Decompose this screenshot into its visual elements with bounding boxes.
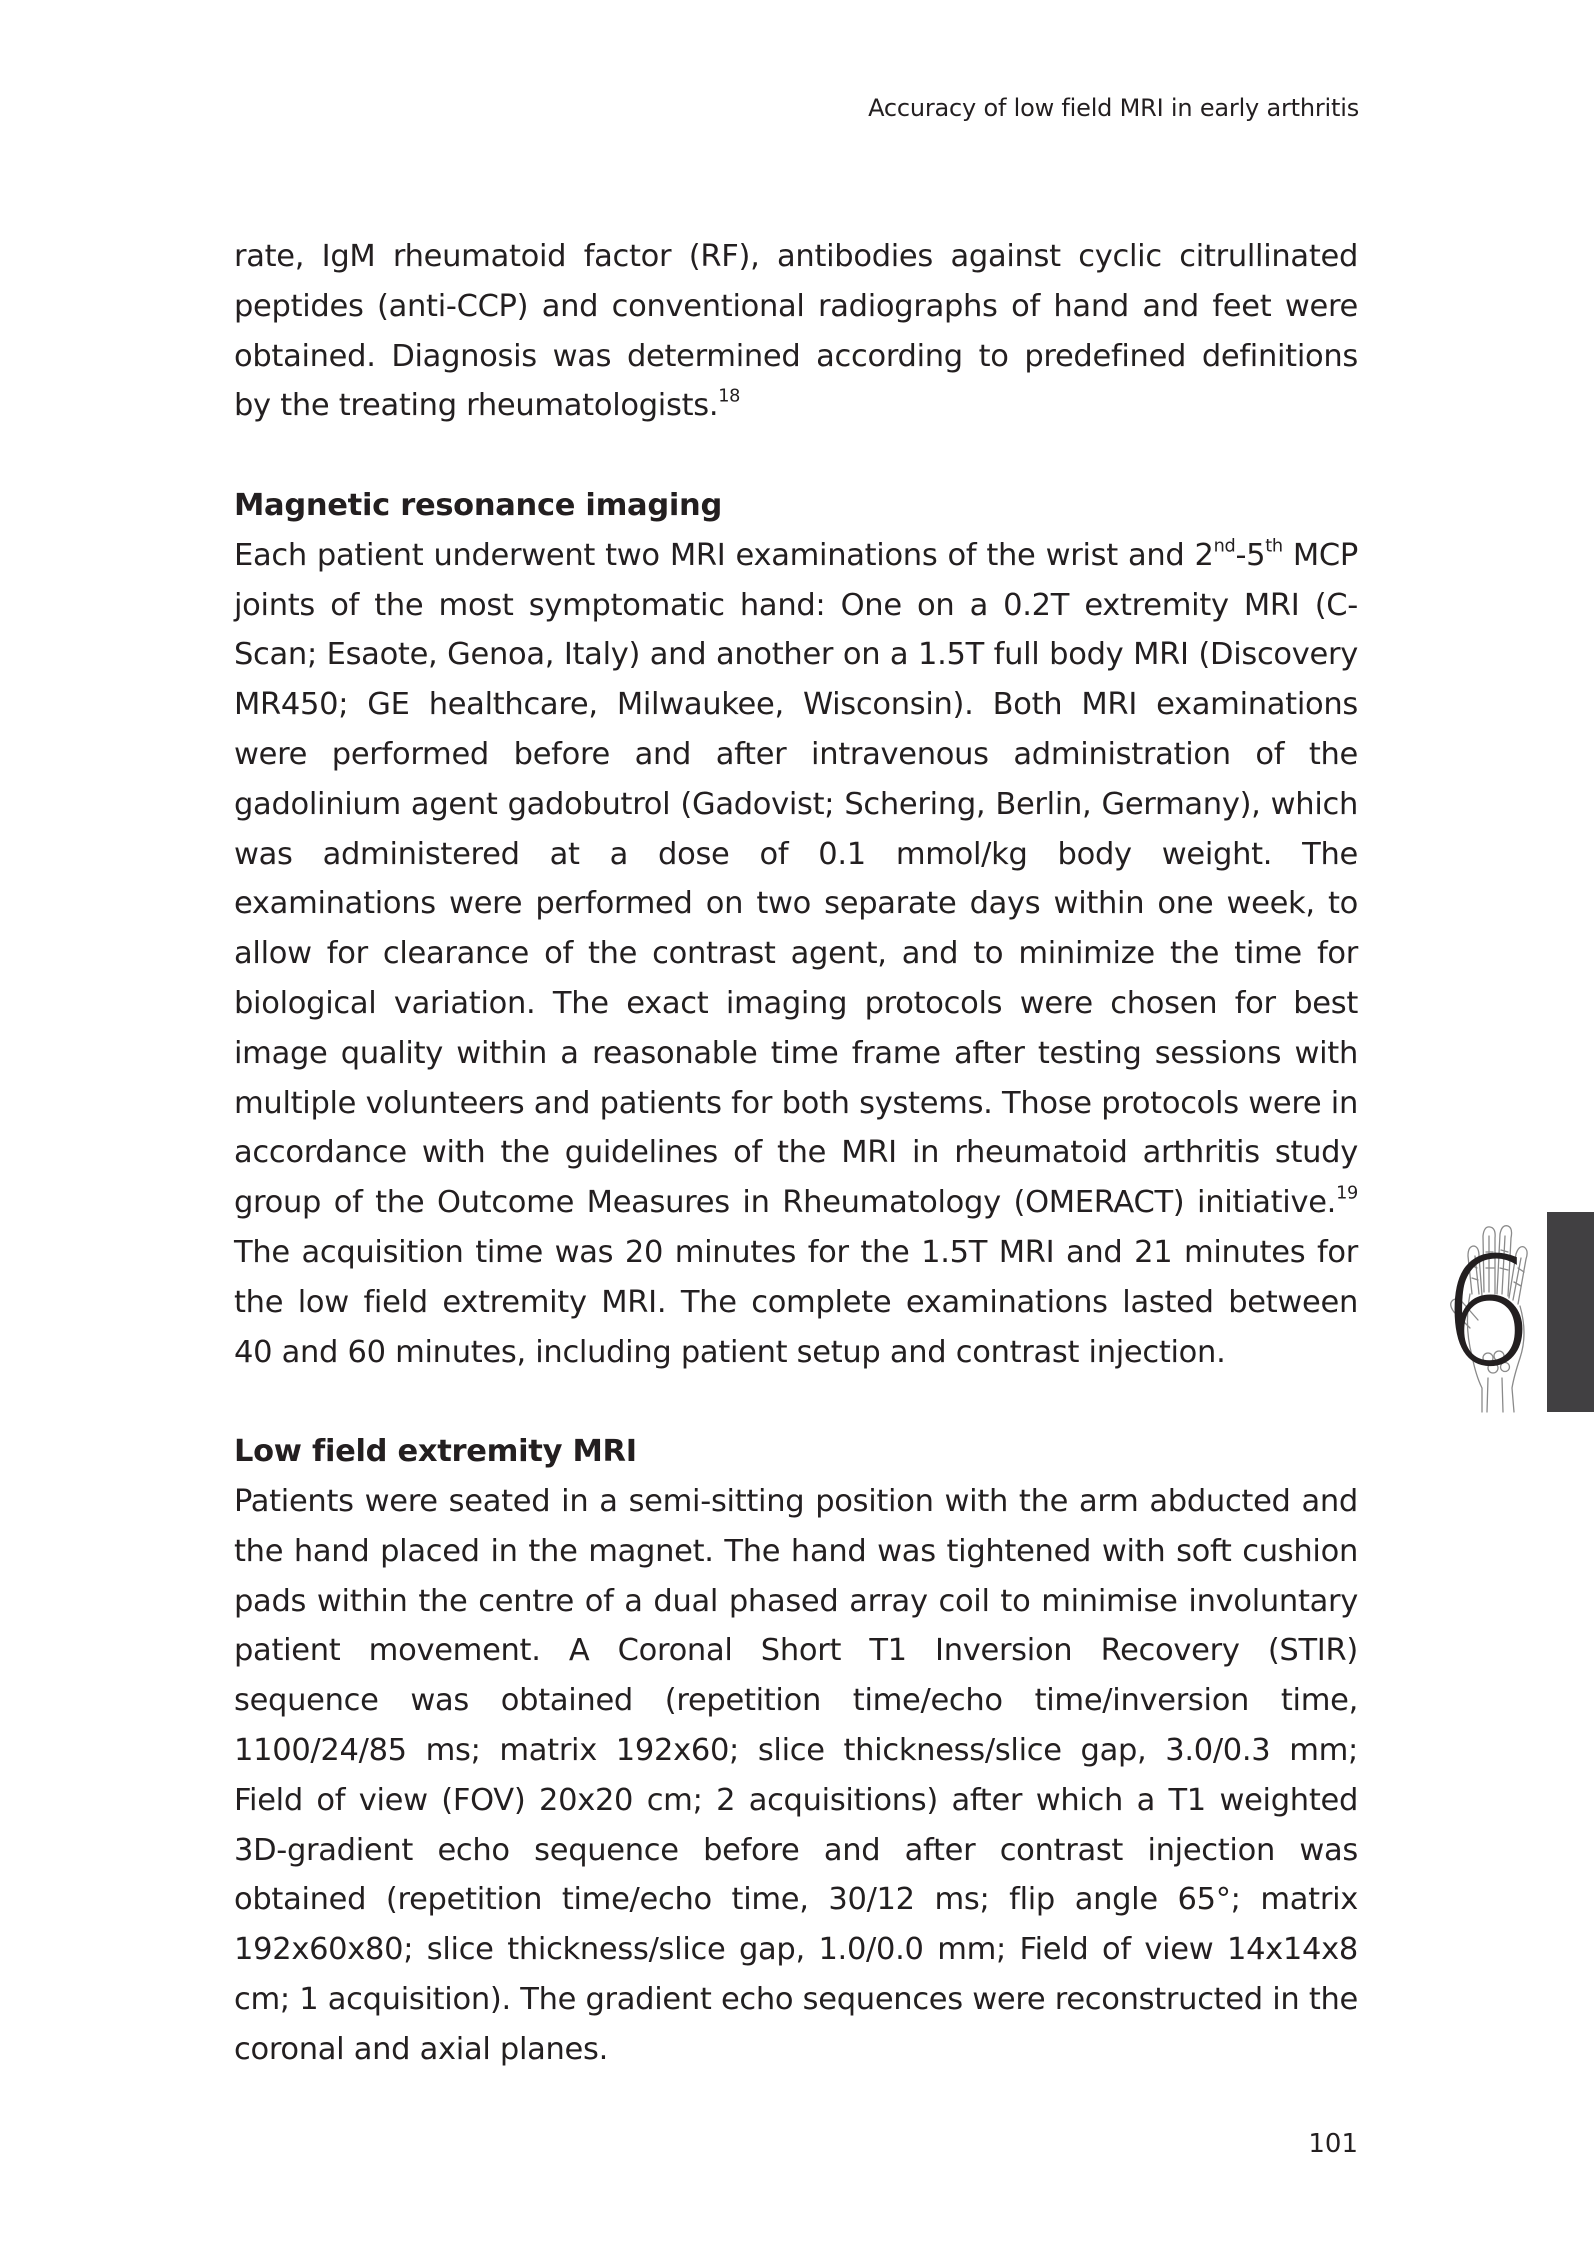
mri-text-part4: The acquisition time was 20 minutes for the 1.5T MRI and 21 minutes for the low field extremity MRI. The complete examinations lasted between 40 and 60 minutes, including patient setup and contrast injection. — [234, 1234, 1358, 1370]
reference-18: 18 — [718, 387, 741, 408]
chapter-number: 6 — [1440, 1226, 1536, 1400]
intro-text: rate, IgM rheumatoid factor (RF), antibodies against cyclic citrullinated peptides (anti-CCP) and conventional radiographs of hand and feet were obtained. Diagnosis was determined according to predefined definitions by the treating rheumatologists. — [234, 239, 1358, 424]
intro-paragraph — [234, 232, 1358, 431]
section-heading-mri: Magnetic resonance imaging — [234, 487, 722, 523]
page-number: 101 — [1308, 2129, 1358, 2159]
section-heading-low-field: Low field extremity MRI — [234, 1434, 637, 1470]
reference-19: 19 — [1336, 1183, 1358, 1204]
running-header: Accuracy of low field MRI in early arthritis — [868, 94, 1359, 122]
superscript-nd: nd — [1213, 536, 1236, 557]
superscript-th: th — [1265, 536, 1283, 557]
low-field-paragraph: Patients were seated in a semi-sitting position with the arm abducted and the hand placed in the magnet. The hand was tightened with soft cushion pads within the centre of a dual phased array coil to minimise involuntary patient movement. A Coronal Short T1 Inversion Recovery (STIR) sequence was obtained (repetition time/echo time/inversion time, 1100/24/85 ms; matrix 192x60; slice thickness/slice gap, 3.0/0.3 mm; Field of view (FOV) 20x20 cm; 2 acquisitions) after which a T1 weighted 3D-gradient echo sequence before and after contrast injection was obtained (repetition time/echo time, 30/12 ms; flip angle 65°; matrix 192x60x80; slice thickness/slice gap, 1.0/0.0 mm; Field of view 14x14x8 cm; 1 acquisition). The gradient echo sequences were reconstructed in the coronal and axial planes. — [234, 1483, 1358, 2067]
mri-text-part1: Each patient underwent two MRI examinations of the wrist and 2 — [234, 537, 1214, 573]
mri-paragraph — [234, 531, 1358, 1378]
mri-text-part2: -5 — [1235, 537, 1266, 573]
chapter-thumb-tab — [1547, 1212, 1594, 1412]
page-body — [234, 232, 1358, 2074]
mri-text-part3: MCP joints of the most symptomatic hand: One on a 0.2T extremity MRI (C-Scan; Esaote, Genoa, Italy) and another on a 1.5T full body MRI (Discovery MR450; GE healthcare, Milwaukee, Wisconsin). Both MRI examinations were performed before and after intravenous administration of the gadolinium agent gadobutrol (Gadovist; Schering, Berlin, Germany), which was administered at a dose of 0.1 mmol/kg body weight. The examinations were performed on two separate days within one week, to allow for clearance of the contrast agent, and to minimize the time for biological variation. The exact imaging protocols were chosen for best image quality within a reasonable time frame after testing sessions with multiple volunteers and patients for both systems. Those protocols were in accordance with the guidelines of the MRI in rheumatoid arthritis study group of the Outcome Measures in Rheumatology (OMERACT) initiative. — [234, 537, 1359, 1221]
